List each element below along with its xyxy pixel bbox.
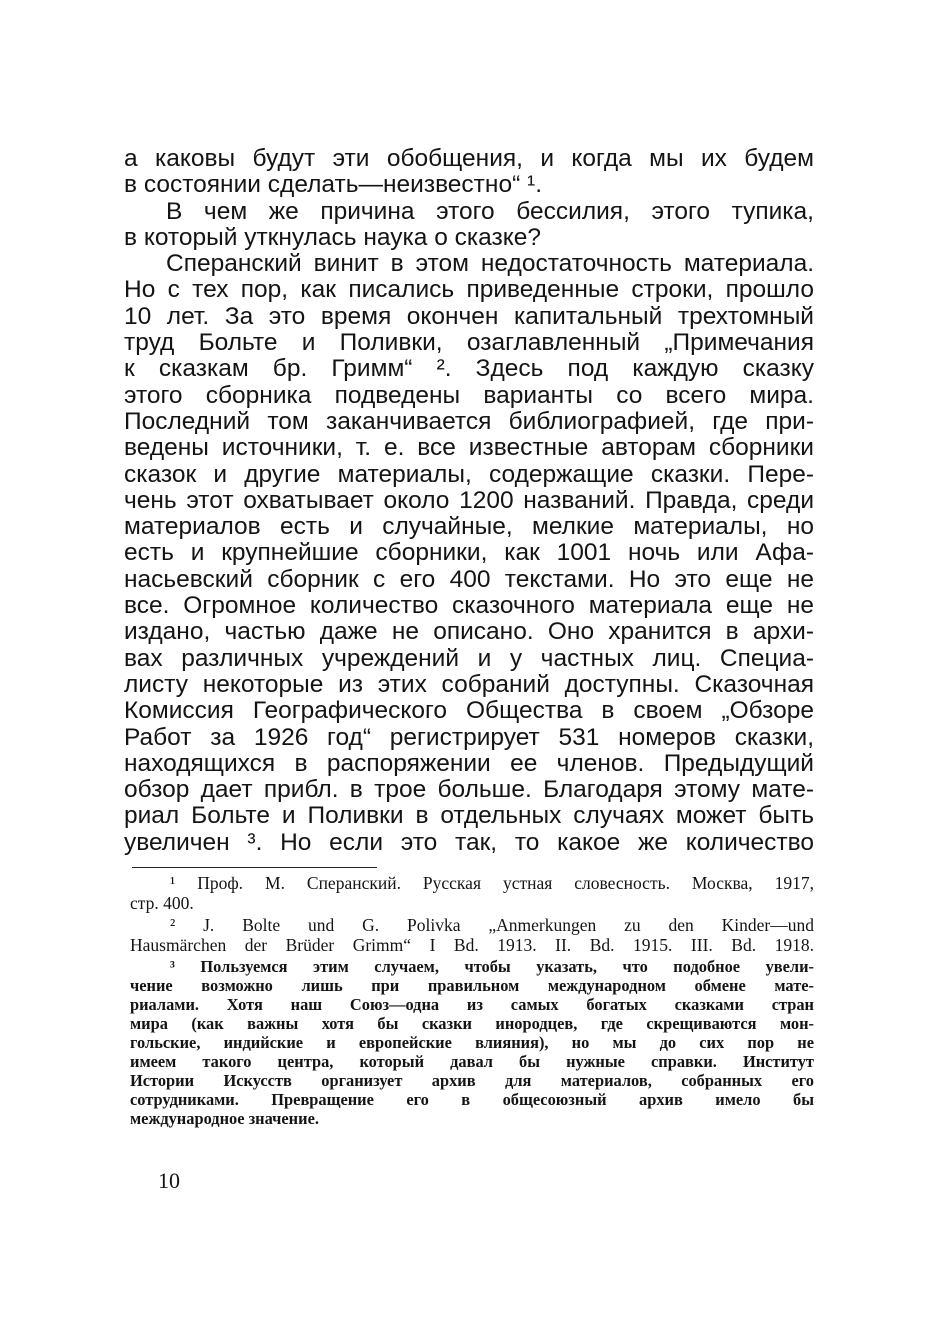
footnote-line: Hausmärchen der Brüder Grimm“ I Bd. 1913. II. Bd. 1915. III. Bd. 1918. [130, 935, 814, 956]
footnote-line: Истории Искусств организует архив для материалов, собранных его [130, 1071, 814, 1091]
text-line: Работ за 1926 год“ регистрирует 531 номеров сказки, [124, 723, 814, 751]
footnote-line: ³ Пользуемся этим случаем, чтобы указать, что подобное увели- [170, 957, 814, 977]
text-line: Но с тех пор, как писались приведенные строки, прошло [124, 276, 814, 304]
text-line: труд Больте и Поливки, озаглавленный „Примечания [124, 329, 814, 357]
text-line: находящихся в распоряжении ее членов. Предыдущий [124, 749, 814, 777]
text-line: к сказкам бр. Гримм“ ². Здесь под каждую сказку [124, 355, 814, 383]
footnote-line: мира (как важны хотя бы сказки инородцев, где скрещиваются мон- [130, 1014, 814, 1034]
text-line: обзор дает прибл. в трое больше. Благодаря этому мате- [124, 776, 814, 804]
footnote-line: имеем такого центра, который давал бы нужные справки. Институт [130, 1052, 814, 1072]
text-line: увеличен ³. Но если это так, то какое же количество [124, 828, 814, 856]
text-line: В чем же причина этого бессилия, этого тупика, [166, 197, 814, 225]
footnote-2 [130, 915, 814, 955]
text-line: Последний том заканчивается библиографией, где при- [124, 407, 814, 435]
text-line: Сперанский винит в этом недостаточность материала. [166, 250, 814, 278]
text-line: все. Огромное количество сказочного материала еще не [124, 592, 814, 620]
footnote-line: гольские, индийские и европейские влияния), но мы до сих пор не [130, 1033, 814, 1053]
footnote-line: чение возможно лишь при правильном международном обмене мате- [130, 976, 814, 996]
text-line: в который уткнулась наука о сказке? [124, 223, 541, 251]
text-line: в состоянии сделать—неизвестно“ ¹. [124, 171, 542, 199]
text-line: ведены источники, т. е. все известные авторам сборники [124, 434, 814, 462]
text-line: насьевский сборник с его 400 текстами. Но это еще не [124, 565, 814, 593]
text-line: есть и крупнейшие сборники, как 1001 ночь или Афа- [124, 539, 814, 567]
footnote-divider [132, 867, 377, 868]
footnote-line: международное значение. [130, 1109, 319, 1129]
text-line: Комиссия Географического Общества в своем „Обзоре [124, 697, 814, 725]
footnote-line: риалами. Хотя наш Союз—одна из самых богатых сказками стран [130, 995, 814, 1015]
text-line: листу некоторые из этих собраний доступны. Сказочная [124, 670, 814, 698]
footnote-line: ² J. Bolte und G. Polivka „Anmerkungen zu den Kinder—und [170, 915, 814, 936]
footnote-line: ¹ Проф. М. Сперанский. Русская устная словесность. Москва, 1917, [170, 873, 814, 893]
text-line: издано, частью даже не описано. Оно хранится в архи- [124, 618, 814, 646]
text-line: сказок и другие материалы, содержащие сказки. Пере- [124, 460, 814, 488]
footnote-1 [130, 873, 814, 913]
footnote-3 [130, 957, 814, 1128]
text-line: этого сборника подведены варианты со всего мира. [124, 381, 814, 409]
text-line: 10 лет. За это время окончен капитальный трехтомный [124, 302, 814, 330]
footnote-line: сотрудниками. Превращение его в общесоюзный архив имело бы [130, 1090, 814, 1110]
text-line: а каковы будут эти обобщения, и когда мы их будем [124, 145, 814, 172]
text-line: риал Больте и Поливки в отдельных случаях может быть [124, 802, 814, 830]
page-number: 10 [158, 1168, 180, 1193]
text-line: чень этот охватывает около 1200 названий. Правда, среди [124, 486, 814, 514]
text-line: вах различных учреждений и у частных лиц. Специа- [124, 644, 814, 672]
main-text [124, 146, 814, 856]
footnotes [130, 873, 814, 1128]
footnote-line: стр. 400. [130, 893, 194, 914]
text-line: материалов есть и случайные, мелкие материалы, но [124, 513, 814, 541]
